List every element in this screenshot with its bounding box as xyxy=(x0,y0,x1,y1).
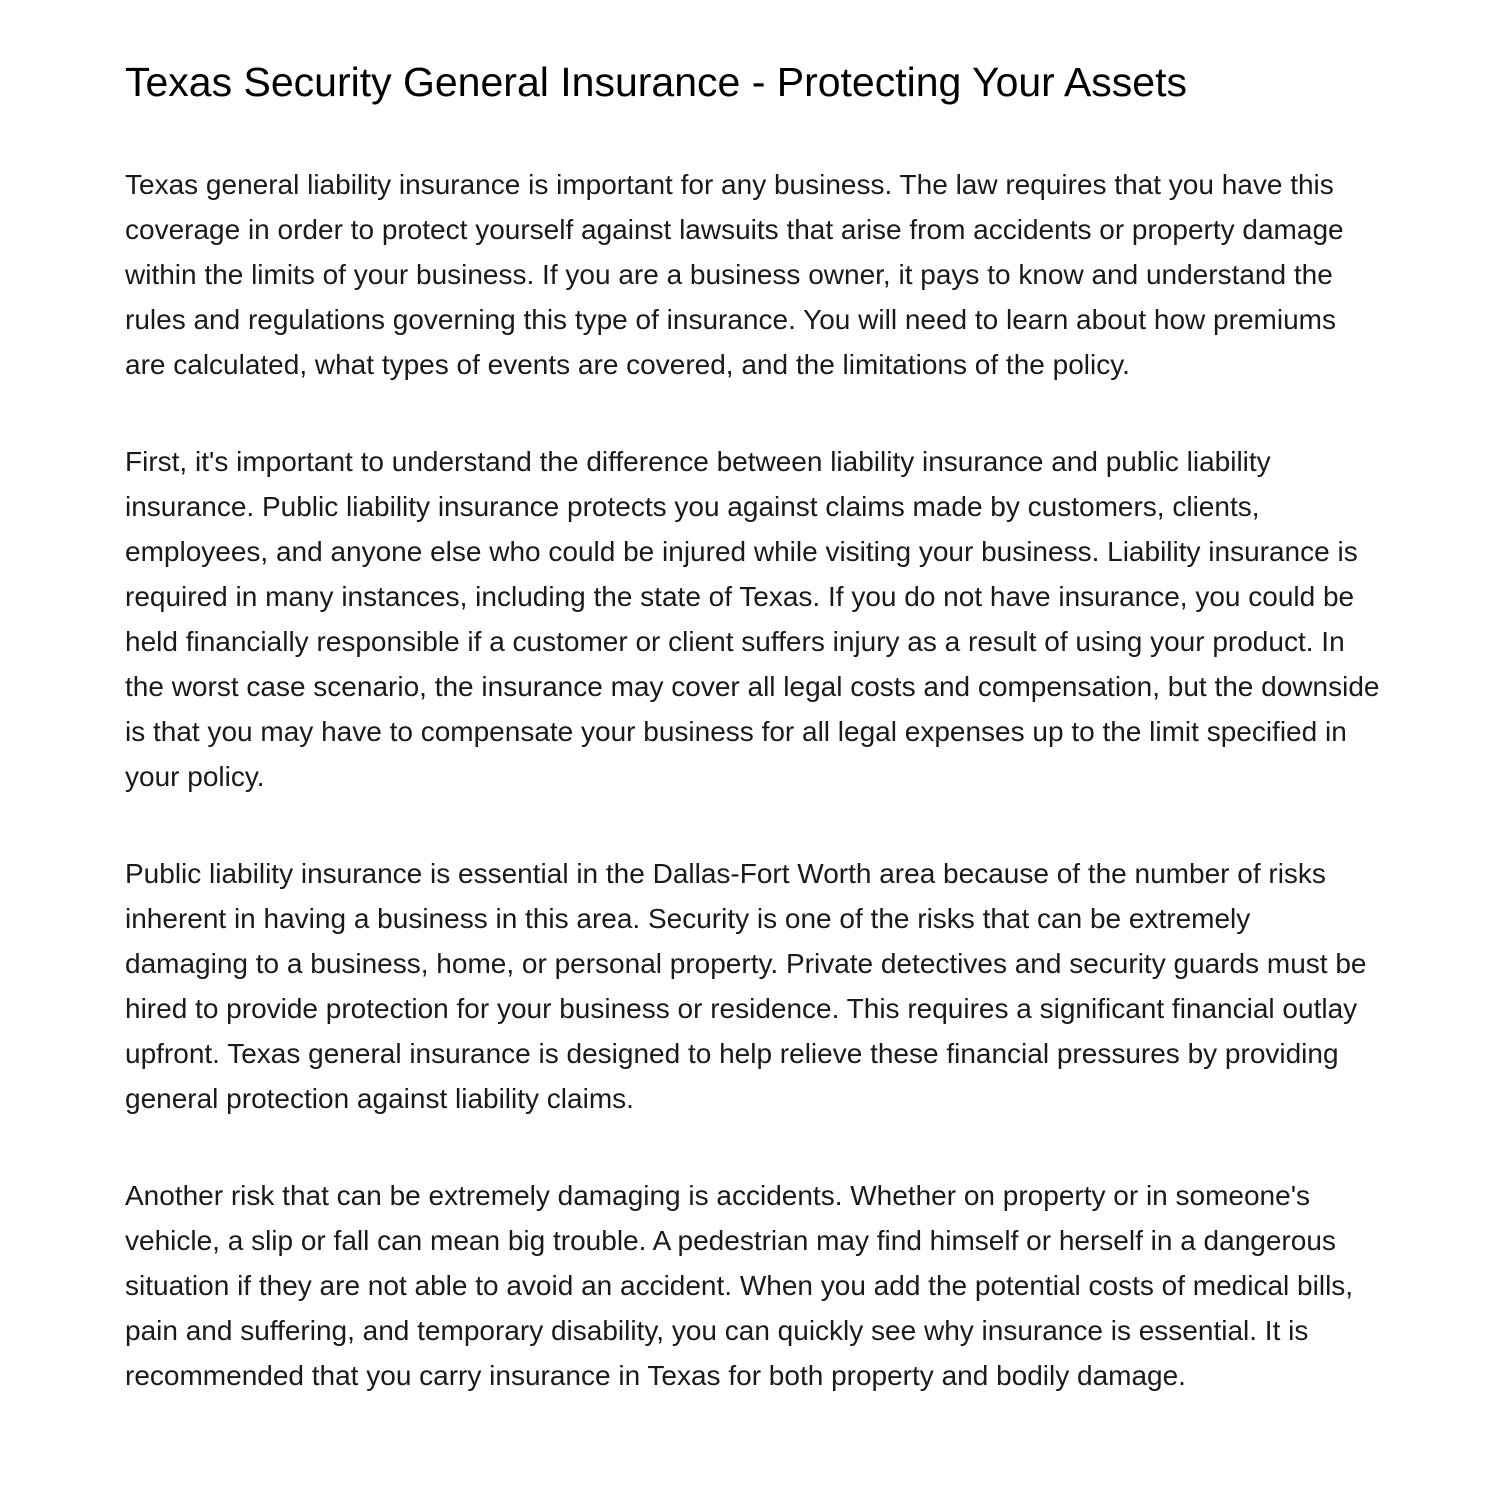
paragraph-liability-difference: First, it's important to understand the difference between liability insurance and public liability insurance. Public liability insurance protects you against claims made by customers, clients, employees, and anyone else who could be injured while visiting your business. Liability insurance is required in many instances, including the state of Texas. If you do not have insurance, you could be held financially responsible if a customer or client suffers injury as a result of using your product. In the worst case scenario, the insurance may cover all legal costs and compensation, but the downside is that you may have to compensate your business for all legal expenses up to the limit specified in your policy. xyxy=(125,446,1380,792)
page-title: Texas Security General Insurance - Protecting Your Assets xyxy=(125,59,1187,105)
paragraph-dallas-fort-worth: Public liability insurance is essential in the Dallas-Fort Worth area because of the number of risks inherent in having a business in this area. Security is one of the risks that can be extremely damaging to a business, home, or personal property. Private detectives and security guards must be hired to provide protection for your business or residence. This requires a significant financial outlay upfront. Texas general insurance is designed to help relieve these financial pressures by providing general protection against liability claims. xyxy=(125,858,1367,1114)
paragraph-accidents: Another risk that can be extremely damaging is accidents. Whether on property or in someone's vehicle, a slip or fall can mean big trouble. A pedestrian may find himself or herself in a dangerous situation if they are not able to avoid an accident. When you add the potential costs of medical bills, pain and suffering, and temporary disability, you can quickly see why insurance is essential. It is recommended that you carry insurance in Texas for both property and bodily damage. xyxy=(125,1180,1354,1391)
paragraph-intro: Texas general liability insurance is important for any business. The law requires that you have this coverage in order to protect yourself against lawsuits that arise from accidents or property damage within the limits of your business. If you are a business owner, it pays to know and understand the rules and regulations governing this type of insurance. You will need to learn about how premiums are calculated, what types of events are covered, and the limitations of the policy. xyxy=(125,169,1344,380)
